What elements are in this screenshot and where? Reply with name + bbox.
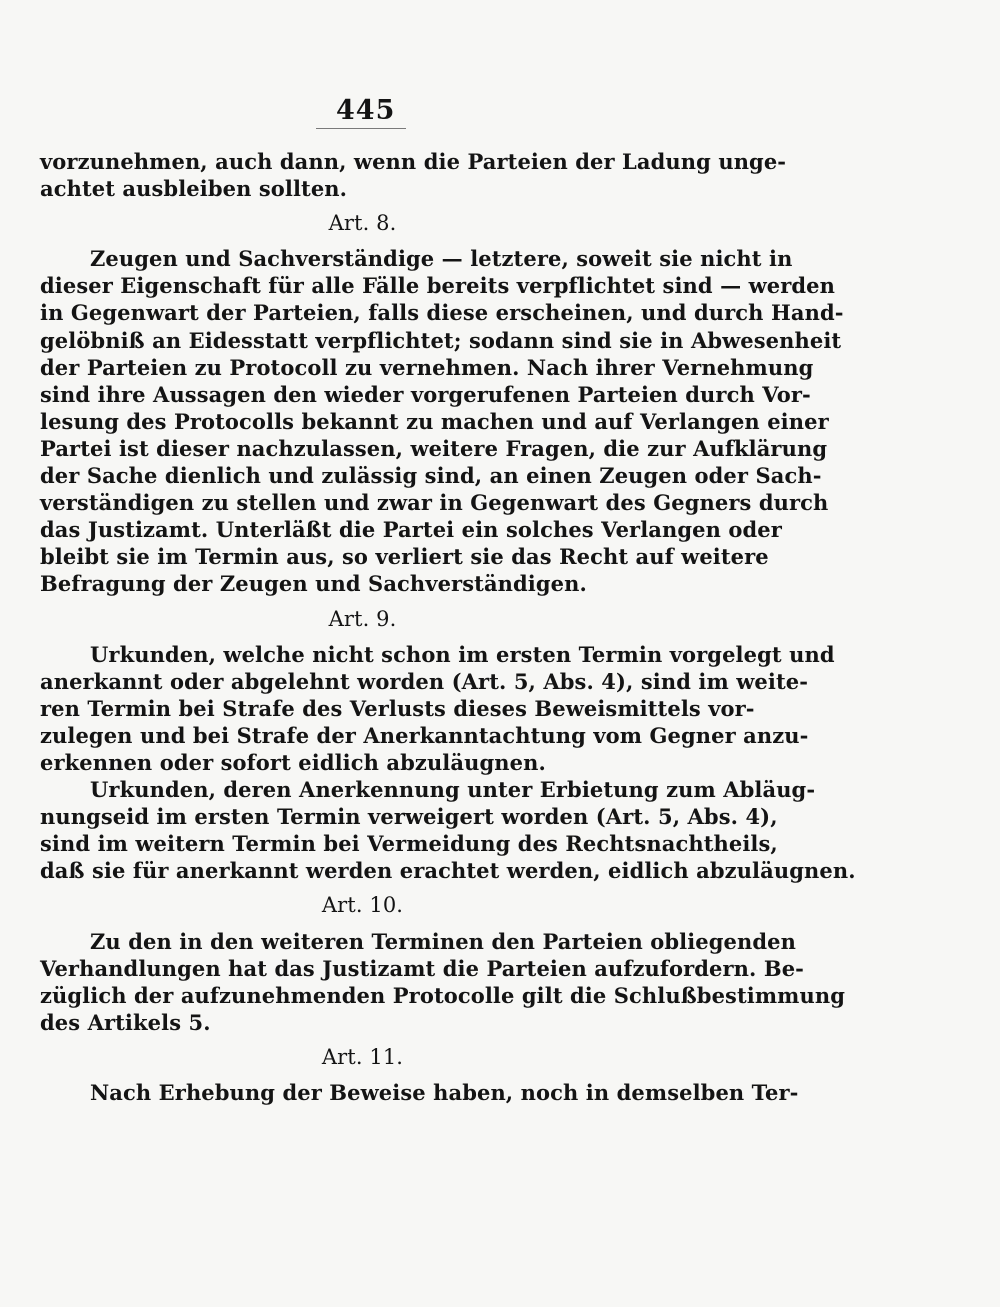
text-line: achtet ausbleiben sollten. [40,176,348,202]
body-text [40,148,856,1106]
text-line: anerkannt oder abgelehnt worden (Art. 5, Abs. 4), sind im weite- [40,668,809,694]
text-line: Nach Erhebung der Beweise haben, noch in demselben Ter- [90,1080,799,1105]
spacer [40,1071,685,1079]
page-number-rule [316,128,406,129]
text-line: Urkunden, welche nicht schon im ersten Termin vorgelegt und [90,641,835,667]
text-line: sind im weitern Termin bei Vermeidung des Rechtsnachtheils, [40,831,778,857]
text-line: züglich der aufzunehmenden Protocolle gilt die Schlußbestimmung [40,982,845,1008]
spacer [40,237,685,245]
text-line: Partei ist dieser nachzulassen, weitere Fragen, die zur Aufklärung [40,435,828,461]
text-line: in Gegenwart der Parteien, falls diese erscheinen, und durch Hand- [40,300,844,326]
paragraph [40,928,845,1036]
page-number: 445 [336,95,396,126]
paragraph [40,148,787,202]
spacer [40,1036,685,1044]
text-line: nungseid im ersten Termin verweigert worden (Art. 5, Abs. 4), [40,804,778,830]
text-line: lesung des Protocolls bekannt zu machen und auf Verlangen einer [40,408,829,434]
spacer [40,884,685,892]
spacer [40,202,685,210]
text-line: Verhandlungen hat das Justizamt die Parteien aufzufordern. Be- [40,955,804,981]
spacer [40,920,685,928]
text-line: dieser Eigenschaft für alle Fälle bereits verpflichtet sind — werden [40,273,836,299]
text-line: daß sie für anerkannt werden erachtet werden, eidlich abzuläugnen. [40,858,856,884]
article-heading: Art. 11. [321,1044,404,1069]
text-line: Zu den in den weiteren Terminen den Parteien obliegenden [90,928,796,954]
text-line: Urkunden, deren Anerkennung unter Erbietung zum Abläug- [90,777,816,803]
text-line: erkennen oder sofort eidlich abzuläugnen. [40,749,546,775]
text-line: Befragung der Zeugen und Sachverständigen. [40,571,587,597]
text-line: der Sache dienlich und zulässig sind, an einen Zeugen oder Sach- [40,463,822,489]
article-heading: Art. 9. [328,606,397,631]
text-line: sind ihre Aussagen den wieder vorgerufenen Parteien durch Vor- [40,381,811,407]
text-line: der Parteien zu Protocoll zu vernehmen. Nach ihrer Vernehmung [40,354,814,380]
text-line: Zeugen und Sachverständige — letztere, soweit sie nicht in [90,246,793,272]
text-line: zulegen und bei Strafe der Anerkanntachtung vom Gegner anzu- [40,722,809,748]
paragraph [40,776,856,884]
spacer [40,598,685,606]
text-line: des Artikels 5. [40,1009,211,1035]
paragraph [40,641,835,776]
spacer [40,633,685,641]
paragraph [40,1079,799,1106]
article-heading: Art. 8. [328,211,397,236]
text-line: ren Termin bei Strafe des Verlusts dieses Beweismittels vor- [40,695,755,721]
text-line: das Justizamt. Unterläßt die Partei ein solches Verlangen oder [40,517,782,543]
text-line: gelöbniß an Eidesstatt verpflichtet; sodann sind sie in Abwesenheit [40,327,842,353]
text-line: bleibt sie im Termin aus, so verliert sie das Recht auf weitere [40,544,769,570]
text-line: verständigen zu stellen und zwar in Gegenwart des Gegners durch [40,490,829,516]
paragraph [40,245,844,597]
text-line: vorzunehmen, auch dann, wenn die Parteien der Ladung unge- [40,149,787,174]
article-heading: Art. 10. [321,893,404,918]
